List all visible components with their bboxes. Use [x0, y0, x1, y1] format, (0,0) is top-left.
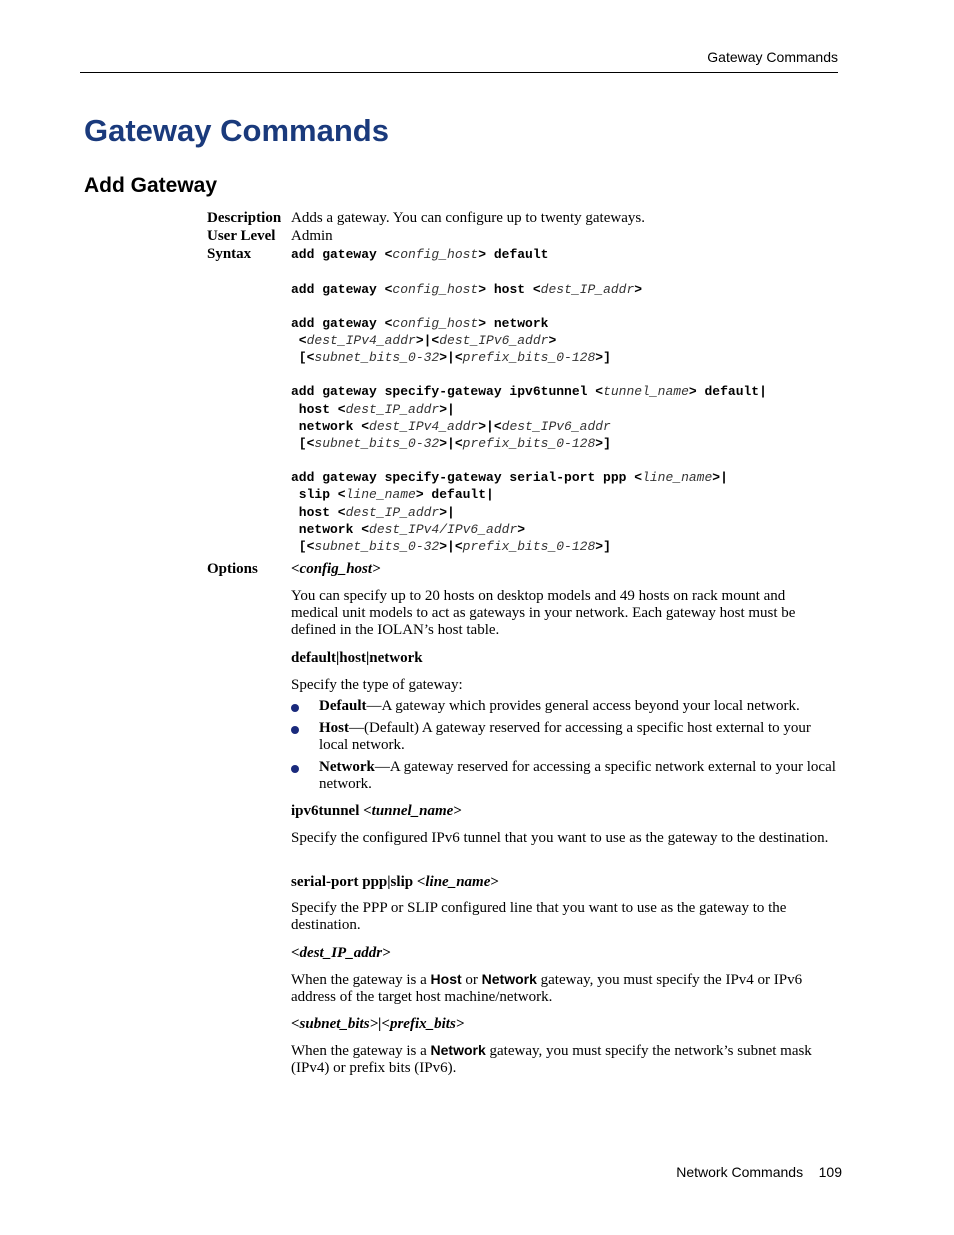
- options-label: Options: [207, 561, 258, 577]
- description-label: Description: [207, 210, 282, 226]
- syntax-line: network <dest_IPv4/IPv6_addr>: [291, 522, 526, 537]
- syntax-line: network <dest_IPv4_addr>|<dest_IPv6_addr: [291, 419, 611, 434]
- syntax-line: host <dest_IP_addr>|: [291, 402, 455, 417]
- user-level-label: User Level: [207, 228, 276, 244]
- syntax-line: add gateway <config_host> default: [291, 247, 549, 262]
- footer-section: Network Commands: [676, 1164, 804, 1180]
- bullet-icon: [291, 704, 299, 712]
- header-rule: [80, 72, 838, 73]
- syntax-line: <dest_IPv4_addr>|<dest_IPv6_addr>: [291, 333, 557, 348]
- description-value: Adds a gateway. You can configure up to twenty gateways.: [291, 210, 645, 226]
- bullet-icon: [291, 765, 299, 773]
- option-heading-serial: serial-port ppp|slip <line_name>: [291, 874, 499, 890]
- syntax-line: host <dest_IP_addr>|: [291, 505, 455, 520]
- option-text-ipv6tunnel: Specify the configured IPv6 tunnel that you want to use as the gateway to the destination.: [291, 830, 829, 846]
- option-heading-bits: <subnet_bits>|<prefix_bits>: [291, 1016, 465, 1032]
- syntax-line: add gateway specify-gateway ipv6tunnel <tunnel_name> default|: [291, 384, 767, 399]
- page-title: Gateway Commands: [84, 113, 389, 148]
- bullet-icon: [291, 726, 299, 734]
- page-number: 109: [818, 1164, 842, 1180]
- section-heading: Add Gateway: [84, 174, 218, 197]
- syntax-line: add gateway <config_host> host <dest_IP_addr>: [291, 282, 643, 297]
- syntax-label: Syntax: [207, 246, 252, 262]
- page-footer: [676, 1164, 842, 1180]
- option-heading-dest-ip: <dest_IP_addr>: [291, 945, 391, 961]
- option-heading-type: default|host|network: [291, 650, 423, 666]
- running-header: Gateway Commands: [707, 49, 838, 65]
- list-item: Host—(Default) A gateway reserved for accessing a specific host external to your local network.: [291, 720, 836, 754]
- user-level-value: Admin: [291, 228, 333, 244]
- option-text-bits: When the gateway is a Network gateway, you must specify the network’s subnet mask (IPv4) or prefix bits (IPv6).: [291, 1042, 812, 1076]
- option-text-dest-ip: When the gateway is a Host or Network gateway, you must specify the IPv4 or IPv6 address of the target host machine/network.: [291, 971, 803, 1005]
- option-heading-config-host: <config_host>: [291, 561, 381, 577]
- syntax-line: add gateway specify-gateway serial-port ppp <line_name>|: [291, 470, 728, 485]
- option-heading-ipv6tunnel: ipv6tunnel <tunnel_name>: [291, 803, 462, 819]
- list-item: Default—A gateway which provides general access beyond your local network.: [291, 698, 836, 715]
- syntax-line: [<subnet_bits_0-32>|<prefix_bits_0-128>]: [291, 539, 611, 554]
- option-text-config-host: You can specify up to 20 hosts on desktop models and 49 hosts on rack mount and medical unit models to act as gateways in your network. Each gateway host must be defined in the IOLAN’s host table.: [291, 588, 796, 638]
- syntax-line: [<subnet_bits_0-32>|<prefix_bits_0-128>]: [291, 436, 611, 451]
- syntax-line: [<subnet_bits_0-32>|<prefix_bits_0-128>]: [291, 350, 611, 365]
- syntax-line: add gateway <config_host> network: [291, 316, 549, 331]
- option-intro-type: Specify the type of gateway:: [291, 677, 463, 693]
- option-text-serial: Specify the PPP or SLIP configured line that you want to use as the gateway to the destination.: [291, 900, 787, 933]
- list-item: Network—A gateway reserved for accessing a specific network external to your local network.: [291, 759, 836, 793]
- syntax-line: slip <line_name> default|: [291, 487, 494, 502]
